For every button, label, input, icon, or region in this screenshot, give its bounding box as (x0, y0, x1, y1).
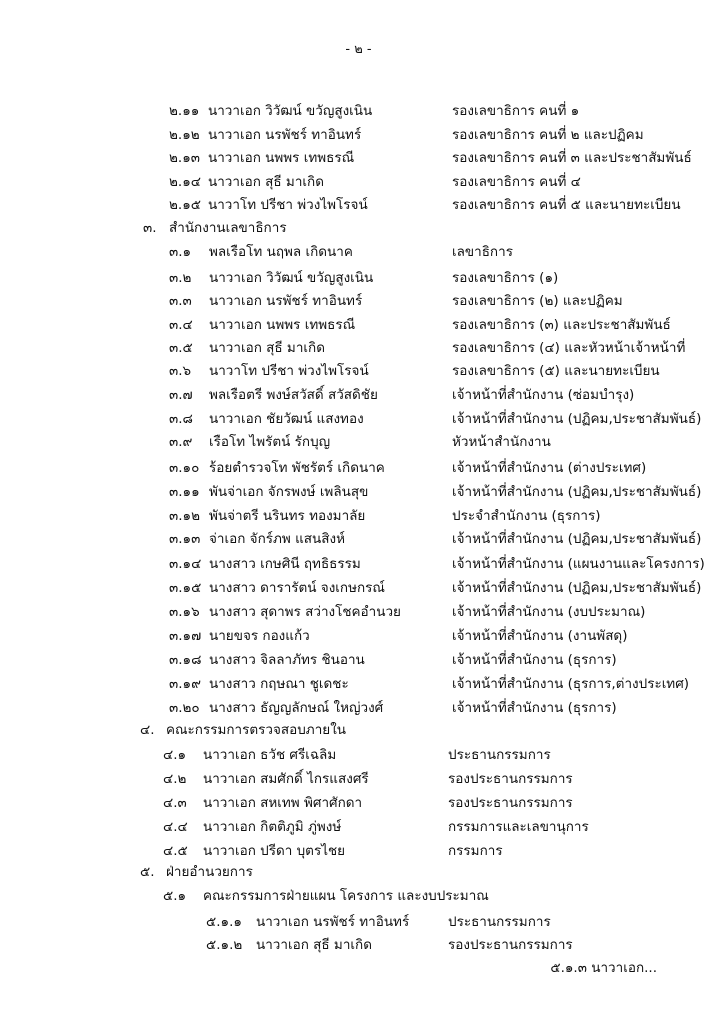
item-role: หัวหน้าสำนักงาน (452, 434, 551, 450)
item-role: เลขาธิการ (452, 244, 513, 260)
item-name: พันจ่าเอก จักรพงษ์ เพลินสุข (209, 484, 369, 500)
list-item (0, 241, 717, 263)
item-role: รองเลขาธิการ (๑) (452, 270, 559, 286)
list-item (0, 528, 717, 550)
item-number: ๔.๕ (163, 843, 188, 859)
item-role: เจ้าหน้าที่สำนักงาน (แผนงานและโครงการ) (452, 556, 705, 572)
item-name: นางสาว เกษศินี ฤทธิธรรม (209, 556, 361, 572)
item-number: ๓.๒๐ (169, 700, 200, 716)
item-role: รองเลขาธิการ คนที่ ๒ และปฏิคม (452, 127, 644, 143)
item-name: นาวาเอก ปรีดา บุตรไชย (203, 843, 346, 859)
item-role: เจ้าหน้าที่สำนักงาน (ธุรการ) (452, 700, 617, 716)
item-role: รองเลขาธิการ (๒) และปฏิคม (452, 293, 623, 309)
item-name: นางสาว ธัญญลักษณ์ ใหญ่วงศ์ (209, 700, 384, 716)
item-role: เจ้าหน้าที่สำนักงาน (ธุรการ) (452, 652, 617, 668)
item-number: ๓.๑๕ (169, 580, 202, 596)
item-number: ๓.๗ (169, 387, 193, 403)
continuation-note: ๕.๑.๓ นาวาเอก... (550, 960, 657, 976)
item-role: เจ้าหน้าที่สำนักงาน (ปฏิคม,ประชาสัมพันธ์) (452, 531, 702, 547)
item-name: นาวาเอก นรพัชร์ ทาอินทร์ (208, 127, 362, 143)
item-number: ๕.๑.๑ (206, 914, 242, 930)
item-number: ๒.๑๔ (169, 174, 201, 190)
item-role: เจ้าหน้าที่สำนักงาน (ปฏิคม,ประชาสัมพันธ์) (452, 411, 702, 427)
list-item (0, 861, 717, 883)
item-number: ๕.๑.๒ (206, 937, 243, 953)
item-name: ฝ่ายอำนวยการ (166, 864, 253, 880)
list-item (0, 744, 717, 766)
item-number: ๔.๑ (163, 747, 187, 763)
item-number: ๕.๑ (163, 888, 187, 904)
list-item (0, 314, 717, 336)
list-item (0, 217, 717, 239)
item-role: กรรมการ (448, 843, 503, 859)
list-item (0, 816, 717, 838)
list-item (0, 100, 717, 122)
item-number: ๒.๑๓ (169, 150, 200, 166)
list-item (0, 553, 717, 575)
item-number: ๓.๑ (169, 244, 192, 260)
list-item (0, 577, 717, 599)
item-number: ๓.๙ (169, 434, 193, 450)
item-name: นาวาเอก วิวัฒน์ ขวัญสูงเนิน (208, 103, 373, 119)
item-name: นาวาเอก กิตติภูมิ ภู่พงษ์ (203, 819, 342, 835)
item-number: ๓.๕ (169, 340, 193, 356)
list-item (0, 625, 717, 647)
list-item (0, 792, 717, 814)
list-item (0, 431, 717, 453)
item-number: ๒.๑๒ (169, 127, 200, 143)
item-name: นาวาเอก สุธี มาเกิด (208, 174, 324, 190)
item-name: นางสาว กฤษณา ชูเดชะ (209, 676, 349, 692)
item-role: ประจำสำนักงาน (ธุรการ) (452, 508, 601, 524)
item-number: ๒.๑๕ (169, 197, 201, 213)
item-name: พันจ่าตรี นรินทร ทองมาลัย (209, 508, 366, 524)
item-name: นางสาว ดารารัตน์ จงเกษกรณ์ (209, 580, 385, 596)
item-number: ๓.๓ (169, 293, 192, 309)
item-number: ๔.๓ (163, 795, 187, 811)
list-item (0, 719, 717, 741)
list-item (0, 124, 717, 146)
item-role: ประธานกรรมการ (448, 914, 551, 930)
list-item (0, 194, 717, 216)
item-name: เรือโท ไพรัตน์ รักบุญ (209, 434, 331, 450)
item-name: นาวาเอก สุธี มาเกิด (209, 340, 325, 356)
item-role: ประธานกรรมการ (448, 747, 551, 763)
item-role: รองเลขาธิการ (๓) และประชาสัมพันธ์ (452, 317, 671, 333)
item-number: ๔.๔ (163, 819, 188, 835)
item-name: ร้อยตำรวจโท พัชรัตร์ เกิดนาค (209, 460, 385, 476)
item-number: ๓.๖ (169, 363, 192, 379)
item-name: นายขจร กองแก้ว (209, 628, 310, 644)
item-role: รองเลขาธิการ คนที่ ๔ (452, 174, 581, 190)
item-name: นาวาเอก นรพัชร์ ทาอินทร์ (209, 293, 363, 309)
list-item (0, 885, 717, 907)
item-number: ๓.๑๖ (169, 604, 200, 620)
list-item (0, 768, 717, 790)
item-name: นาวาเอก ชัยวัฒน์ แสงทอง (209, 411, 364, 427)
item-number: ๓.๑๐ (169, 460, 200, 476)
page-number: - ๒ - (345, 42, 372, 57)
item-number: ๔. (140, 722, 155, 738)
item-number: ๓.๑๑ (169, 484, 200, 500)
item-number: ๔.๒ (163, 771, 187, 787)
item-role: รองเลขาธิการ คนที่ ๑ (452, 103, 580, 119)
item-name: นาวาเอก ธวัช ศรีเฉลิม (203, 747, 337, 763)
item-role: กรรมการและเลขานุการ (448, 819, 589, 835)
list-item (0, 147, 717, 169)
item-number: ๓.๑๙ (169, 676, 201, 692)
item-name: นางสาว สุดาพร สว่างโชคอำนวย (209, 604, 401, 620)
item-role: เจ้าหน้าที่สำนักงาน (ปฏิคม,ประชาสัมพันธ์) (452, 580, 702, 596)
item-name: คณะกรรมการฝ่ายแผน โครงการ และงบประมาณ (203, 888, 489, 904)
item-number: ๓.๔ (169, 317, 193, 333)
item-name: นาวาเอก สมศักดิ์ ไกรแสงศรี (203, 771, 369, 787)
item-name: นาวาเอก สหเทพ พิศาศักดา (203, 795, 363, 811)
item-name: สำนักงานเลขาธิการ (169, 220, 287, 236)
item-name: นาวาเอก สุธี มาเกิด (256, 937, 372, 953)
item-name: นาวาเอก นรพัชร์ ทาอินทร์ (256, 914, 410, 930)
item-number: ๓.๒ (169, 270, 192, 286)
item-name: นางสาว จิลลาภัทร ชินอาน (209, 652, 365, 668)
item-role: เจ้าหน้าที่สำนักงาน (ต่างประเทศ) (452, 460, 647, 476)
item-role: รองเลขาธิการ (๕) และนายทะเบียน (452, 363, 660, 379)
item-name: คณะกรรมการตรวจสอบภายใน (166, 722, 347, 738)
list-item (0, 911, 717, 933)
list-item (0, 481, 717, 503)
item-name: พลเรือตรี พงษ์สวัสดิ์ สวัสดิชัย (209, 387, 378, 403)
item-role: เจ้าหน้าที่สำนักงาน (งบประมาณ) (452, 604, 646, 620)
item-number: ๕. (140, 864, 155, 880)
list-item (0, 360, 717, 382)
item-name: นาวาโท ปรีชา พ่วงไพโรจน์ (209, 363, 369, 379)
item-number: ๓.๑๗ (169, 628, 202, 644)
list-item (0, 601, 717, 623)
item-number: ๓.๑๒ (169, 508, 200, 524)
list-item (0, 290, 717, 312)
list-item (0, 934, 717, 956)
list-item (0, 840, 717, 862)
item-number: ๒.๑๑ (169, 103, 200, 119)
list-item (0, 171, 717, 193)
item-role: รองเลขาธิการ (๔) และหัวหน้าเจ้าหน้าที่ (452, 340, 686, 356)
list-item (0, 267, 717, 289)
item-name: นาวาโท ปรีชา พ่วงไพโรจน์ (208, 197, 368, 213)
item-role: รองประธานกรรมการ (448, 937, 573, 953)
item-role: เจ้าหน้าที่สำนักงาน (ธุรการ,ต่างประเทศ) (452, 676, 690, 692)
item-name: นาวาเอก นพพร เทพธรณี (208, 150, 355, 166)
item-role: เจ้าหน้าที่สำนักงาน (งานพัสดุ) (452, 628, 628, 644)
list-item (0, 457, 717, 479)
item-name: นาวาเอก นพพร เทพธรณี (209, 317, 356, 333)
item-number: ๓.๑๘ (169, 652, 202, 668)
item-role: เจ้าหน้าที่สำนักงาน (ซ่อมบำรุง) (452, 387, 635, 403)
item-name: นาวาเอก วิวัฒน์ ขวัญสูงเนิน (209, 270, 374, 286)
item-number: ๓.๑๔ (169, 556, 202, 572)
item-role: รองเลขาธิการ คนที่ ๓ และประชาสัมพันธ์ (452, 150, 692, 166)
list-item (0, 384, 717, 406)
list-item (0, 649, 717, 671)
list-item (0, 673, 717, 695)
list-item (0, 697, 717, 719)
item-role: รองประธานกรรมการ (448, 795, 573, 811)
item-number: ๓.๘ (169, 411, 193, 427)
item-number: ๓.๑๓ (169, 531, 201, 547)
item-role: รองเลขาธิการ คนที่ ๕ และนายทะเบียน (452, 197, 681, 213)
item-name: พลเรือโท นฤพล เกิดนาค (209, 244, 353, 260)
list-item (0, 505, 717, 527)
item-role: เจ้าหน้าที่สำนักงาน (ปฏิคม,ประชาสัมพันธ์) (452, 484, 702, 500)
list-item (0, 337, 717, 359)
list-item (0, 408, 717, 430)
item-number: ๓. (143, 220, 157, 236)
item-name: จ่าเอก จักร์ภพ แสนสิงห์ (209, 531, 346, 547)
item-role: รองประธานกรรมการ (448, 771, 573, 787)
